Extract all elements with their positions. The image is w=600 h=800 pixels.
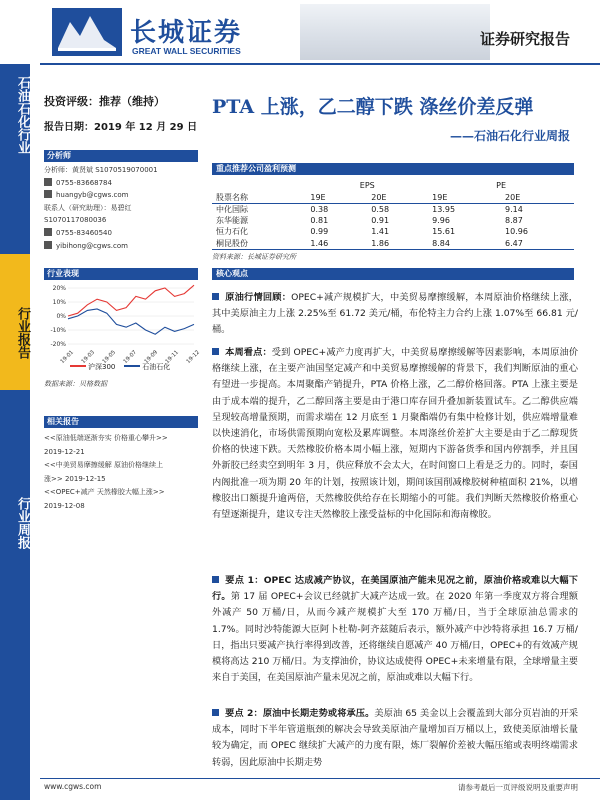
table-header-row xyxy=(212,192,574,204)
table-row: 桐昆股份 1.46 1.86 8.84 6.47 xyxy=(212,238,574,250)
header-rule xyxy=(40,63,600,65)
email-icon xyxy=(44,190,52,198)
contact-email[interactable]: yibihong@cgws.com xyxy=(44,240,158,253)
y-tick-label: 0% xyxy=(56,313,66,320)
bullet-icon xyxy=(212,576,219,583)
contact-phone: 0755-83460540 xyxy=(44,227,158,240)
page-header xyxy=(0,0,600,64)
table-header-group xyxy=(212,180,574,192)
report-title: PTA 上涨，乙二醇下跌 涤丝价差反弹 xyxy=(212,96,534,118)
legend-swatch-hs300 xyxy=(70,365,86,367)
footer-disclaimer: 请参考最后一页评级说明及重要声明 xyxy=(458,783,578,792)
bullet-icon xyxy=(212,709,219,716)
trend-legend xyxy=(70,362,170,372)
pe-group: PE xyxy=(496,181,507,191)
analyst-phone: 0755-83668784 xyxy=(44,177,158,190)
table-source: 资料来源：长城证券研究所 xyxy=(212,253,296,261)
core-view-head: 核心观点 xyxy=(212,268,574,280)
vbar-weekly-label: 行业周报 xyxy=(15,497,30,549)
legend-swatch-petro xyxy=(124,365,140,367)
x-tick-label: 19-01 xyxy=(59,349,76,366)
report-type-label: 证券研究报告 xyxy=(479,30,570,48)
legend-label-hs300: 沪深300 xyxy=(88,363,116,371)
col-stock-name: 股票名称 xyxy=(212,192,306,204)
para-market-review: 原油行情回顾：OPEC+减产规模扩大，中美贸易摩擦缓解，本周原油价格继续上涨，其中美原油主力上涨 2.25%至 61.72 美元/桶，布伦特主力合约上涨 1.07%至 66.81 元/桶。 xyxy=(212,292,578,336)
logo-chinese-name: 长城证券 xyxy=(130,18,243,48)
forecast-table xyxy=(212,180,574,250)
bullet-icon xyxy=(212,348,219,355)
logo-english-name: GREAT WALL SECURITIES xyxy=(132,46,241,56)
contact-id: S1070117080036 xyxy=(44,216,107,225)
related-report-link[interactable]: <<OPEC+减产 天然橡胶大幅上涨>> xyxy=(44,488,165,496)
great-wall-banner-image xyxy=(300,4,490,60)
phone-icon xyxy=(44,178,52,186)
col-pe-20e: 20E xyxy=(501,192,574,204)
x-tick-label: 19-07 xyxy=(122,349,139,366)
report-subtitle: ——石油石化行业周报 xyxy=(449,129,570,143)
trend-source: 数据来源：贝格数据 xyxy=(44,380,107,388)
analyst-info xyxy=(44,164,158,252)
report-date: 报告日期：2019 年 12 月 29 日 xyxy=(44,122,198,133)
related-report-link[interactable]: <<中美贸易摩擦缓解 原油价格继续上 xyxy=(44,461,163,469)
footer-website[interactable]: www.cgws.com xyxy=(44,782,102,791)
phone-icon xyxy=(44,228,52,236)
trend-section-head: 行业表现 xyxy=(44,268,198,280)
related-report-date: 2019-12-08 xyxy=(44,501,85,510)
investment-rating: 投资评级：推荐（维持） xyxy=(44,95,165,108)
y-tick-label: -20% xyxy=(50,341,66,348)
analyst-name: 分析师：黄贤斌 S1070519070001 xyxy=(44,166,158,174)
great-wall-logo-icon xyxy=(52,8,122,56)
table-row: 东华能源 0.81 0.91 9.96 8.87 xyxy=(216,215,523,225)
vbar-report-label: 行业报告 xyxy=(15,307,30,359)
vbar-industry-label: 石油石化行业 xyxy=(15,76,30,154)
related-report-date: 2019-12-21 xyxy=(44,447,85,456)
series-line-hs300 xyxy=(68,285,194,316)
y-tick-label: 20% xyxy=(52,285,66,292)
forecast-table-head: 重点推荐公司盈利预测 xyxy=(212,163,574,175)
x-tick-label: 19-12 xyxy=(185,349,202,366)
col-pe-19e: 19E xyxy=(428,192,501,204)
email-icon xyxy=(44,241,52,249)
y-tick-label: 10% xyxy=(52,299,66,306)
para-point-1: 要点 1：OPEC 达成减产协议，在美国原油产能未见况之前，原油价格或难以大幅下行。第 17 届 OPEC+会议已经就扩大减产达成一致。在 2020 年第一季度双方将合理额外减产 50 万桶/日，从而今减产规模扩大至 170 万桶/日，当于全球原油总需求的 1.7%。同时沙特能源大臣阿卜杜勒-阿齐兹随后表示，额外减产中沙特将承担 16.7 万桶/日，指出只要减产执行率得到改善，还将继续自愿减产 40 万桶/日，OPEC+的有效减产规模将高达 210 万桶/日。为支撑油价，协议达成使得 OPEC+未来增量有限，全球增量主要来自于美国，在美国原油产量未见况之前，原油或难以大幅下行。 xyxy=(212,575,578,684)
para-weekly-focus: 本周看点：受到 OPEC+减产力度再扩大，中美贸易摩擦缓解等因素影响，本周原油价格继续上涨，在主要产油国坚定减产和中美贸易摩擦缓解的背景下，我们判断原油的重心有望进一步提高。本周聚酯产销提升，PTA 价格上涨，乙二醇价格回落。PTA 上涨主要是由于成本端的提升，乙二醇回落主要是由于港口库存回升叠加新装置试车。乙二醇供应端呈现较高增量预期，而需求端在 12 月底至 1 月聚酯端仍有集中检修计划，供应端增量难以快速消化，市场供需预期向宽松及累库调整。本周涤丝价差扩大主要是由于乙二醇现货价格的快速下跌。天然橡胶价格本周小幅上涨，短期内下游备货季和国内停割季，并且国外新胶已经卖空到明年 3 月，供应释放不会太大，在时间窗口上看是乏力的。同时，泰国内阁批准一项为期 20 年的计划，按照该计划，期间该国削减橡胶树种植面积 21%，以增橡胶出口额提升逾两倍，天然橡胶供给存在长期缩小的可能。我们判断天然橡胶价格重心有望逐渐提升，建议专注天然橡胶上涨受益标的中化国际和海南橡胶。 xyxy=(212,347,579,521)
table-row: 恒力石化 0.99 1.41 15.61 10.96 xyxy=(216,227,528,237)
col-eps-19e: 19E xyxy=(306,192,367,204)
related-section-head: 相关报告 xyxy=(44,416,198,428)
col-eps-20e: 20E xyxy=(367,192,428,204)
bullet-icon xyxy=(212,293,219,300)
table-row: 中化国际 0.38 0.58 13.95 9.14 xyxy=(216,204,523,214)
x-tick-label: 19-05 xyxy=(101,349,118,366)
analyst-section-head: 分析师 xyxy=(44,150,198,162)
para-point-2: 要点 2：原油中长期走势或将承压。美原油 65 美金以上会覆盖到大部分页岩油的开采成本，同时下半年管道瓶颈的解决会导致美原油产量增加百万桶以上，致使美原油增长量较为确定，而 OPEC 继续扩大减产的力度有限，炼厂裂解价差被大幅压缩或表明终端需求转弱，因此原油中长期走势 xyxy=(212,708,579,768)
industry-trend-chart xyxy=(44,282,202,374)
related-reports xyxy=(44,432,168,513)
x-tick-label: 19-09 xyxy=(143,349,160,366)
contact-name: 联系人（研究助理）：易碧红 xyxy=(44,203,132,212)
footer-rule xyxy=(40,778,600,779)
related-report-date: 涨>> 2019-12-15 xyxy=(44,474,106,483)
x-tick-label: 19-11 xyxy=(164,349,181,366)
analyst-email[interactable]: huangyb@cgws.com xyxy=(44,189,158,202)
eps-group: EPS xyxy=(359,181,375,191)
x-tick-label: 19-03 xyxy=(80,349,97,366)
series-line-petro xyxy=(68,309,194,334)
y-tick-label: -10% xyxy=(50,327,66,334)
related-report-link[interactable]: <<原油低端逐渐夯实 价格重心攀升>> xyxy=(44,434,168,442)
side-vertical-bar xyxy=(0,0,30,800)
legend-label-petro: 石油石化 xyxy=(142,363,171,371)
